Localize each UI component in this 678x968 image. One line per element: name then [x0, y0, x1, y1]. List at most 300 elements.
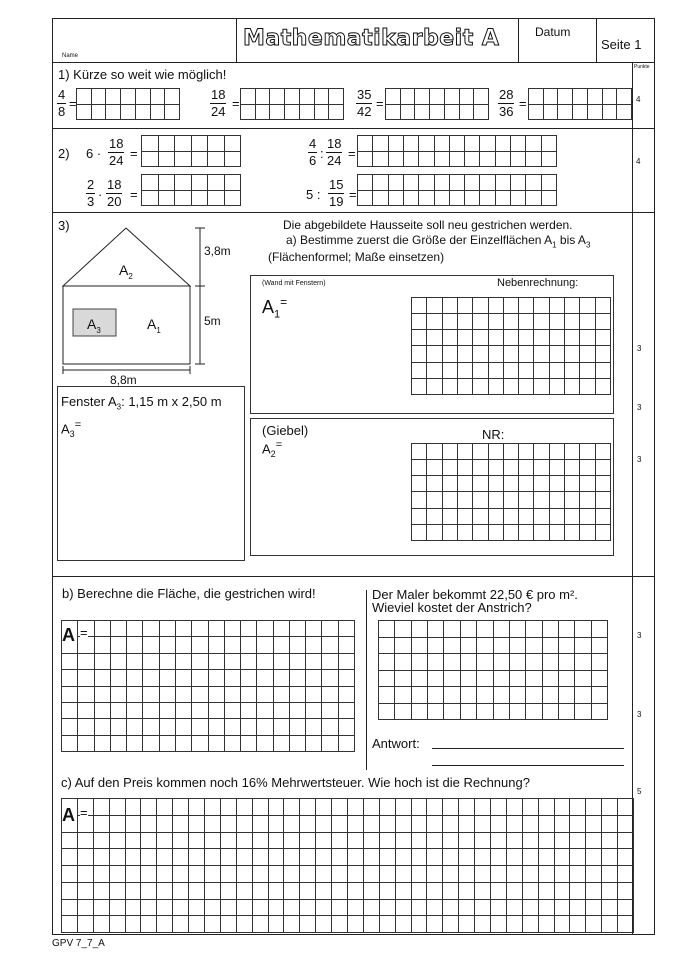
grid-cell[interactable] — [474, 105, 489, 121]
grid-cell[interactable] — [143, 670, 159, 686]
grid-cell[interactable] — [364, 883, 380, 900]
grid-cell[interactable] — [427, 330, 442, 346]
grid-cell[interactable] — [543, 687, 559, 704]
grid-cell[interactable] — [586, 833, 602, 850]
grid-cell[interactable] — [316, 866, 332, 883]
grid-cell[interactable] — [269, 849, 285, 866]
grid-cell[interactable] — [489, 509, 504, 525]
grid-cell[interactable] — [592, 654, 608, 671]
grid-cell[interactable] — [237, 900, 253, 917]
grid-cell[interactable] — [373, 191, 388, 207]
grid-cell[interactable] — [373, 175, 388, 191]
grid-cell[interactable] — [300, 816, 316, 833]
grid-cell[interactable] — [395, 638, 411, 655]
grid-cell[interactable] — [465, 152, 480, 168]
grid-cell[interactable] — [443, 509, 458, 525]
grid-cell[interactable] — [209, 637, 225, 653]
task2-answer-grid-1[interactable] — [141, 135, 241, 167]
grid-cell[interactable] — [160, 654, 176, 670]
grid-cell[interactable] — [176, 621, 192, 637]
grid-cell[interactable] — [461, 704, 477, 721]
grid-cell[interactable] — [523, 833, 539, 850]
grid-cell[interactable] — [126, 816, 142, 833]
grid-cell[interactable] — [94, 833, 110, 850]
grid-cell[interactable] — [573, 105, 588, 121]
grid-cell[interactable] — [306, 736, 322, 752]
grid-cell[interactable] — [529, 105, 544, 121]
grid-cell[interactable] — [565, 363, 580, 379]
grid-cell[interactable] — [458, 476, 473, 492]
grid-cell[interactable] — [586, 849, 602, 866]
grid-cell[interactable] — [427, 883, 443, 900]
grid-cell[interactable] — [575, 704, 591, 721]
grid-cell[interactable] — [62, 900, 78, 917]
grid-cell[interactable] — [141, 833, 157, 850]
grid-cell[interactable] — [550, 363, 565, 379]
grid-cell[interactable] — [477, 671, 493, 688]
grid-cell[interactable] — [396, 900, 412, 917]
grid-cell[interactable] — [364, 900, 380, 917]
grid-cell[interactable] — [142, 175, 159, 191]
grid-cell[interactable] — [435, 136, 450, 152]
grid-cell[interactable] — [459, 883, 475, 900]
grid-cell[interactable] — [570, 799, 586, 816]
grid-cell[interactable] — [511, 136, 526, 152]
grid-cell[interactable] — [519, 492, 534, 508]
grid-cell[interactable] — [339, 654, 355, 670]
grid-cell[interactable] — [237, 883, 253, 900]
grid-cell[interactable] — [602, 900, 618, 917]
grid-cell[interactable] — [316, 883, 332, 900]
grid-cell[interactable] — [274, 654, 290, 670]
grid-cell[interactable] — [443, 346, 458, 362]
grid-cell[interactable] — [543, 654, 559, 671]
grid-cell[interactable] — [450, 136, 465, 152]
grid-cell[interactable] — [491, 816, 507, 833]
grid-cell[interactable] — [592, 621, 608, 638]
grid-cell[interactable] — [110, 816, 126, 833]
grid-cell[interactable] — [358, 175, 373, 191]
grid-cell[interactable] — [544, 105, 559, 121]
grid-cell[interactable] — [395, 671, 411, 688]
grid-cell[interactable] — [510, 687, 526, 704]
grid-cell[interactable] — [78, 900, 94, 917]
grid-cell[interactable] — [519, 298, 534, 314]
grid-cell[interactable] — [507, 849, 523, 866]
grid-cell[interactable] — [496, 191, 511, 207]
grid-cell[interactable] — [348, 866, 364, 883]
grid-cell[interactable] — [534, 444, 549, 460]
grid-cell[interactable] — [241, 637, 257, 653]
grid-cell[interactable] — [332, 900, 348, 917]
grid-cell[interactable] — [444, 621, 460, 638]
grid-cell[interactable] — [160, 703, 176, 719]
grid-cell[interactable] — [602, 849, 618, 866]
grid-cell[interactable] — [458, 330, 473, 346]
grid-cell[interactable] — [565, 460, 580, 476]
grid-cell[interactable] — [395, 687, 411, 704]
grid-cell[interactable] — [550, 298, 565, 314]
grid-cell[interactable] — [592, 671, 608, 688]
grid-cell[interactable] — [412, 379, 427, 395]
grid-cell[interactable] — [510, 671, 526, 688]
grid-cell[interactable] — [329, 89, 344, 105]
grid-cell[interactable] — [208, 191, 225, 207]
grid-cell[interactable] — [143, 736, 159, 752]
grid-cell[interactable] — [141, 816, 157, 833]
grid-cell[interactable] — [192, 670, 208, 686]
grid-cell[interactable] — [332, 799, 348, 816]
grid-cell[interactable] — [496, 175, 511, 191]
grid-cell[interactable] — [412, 444, 427, 460]
grid-cell[interactable] — [458, 444, 473, 460]
grid-cell[interactable] — [396, 883, 412, 900]
grid-cell[interactable] — [78, 833, 94, 850]
grid-cell[interactable] — [618, 816, 634, 833]
grid-cell[interactable] — [602, 883, 618, 900]
grid-cell[interactable] — [339, 670, 355, 686]
grid-cell[interactable] — [511, 152, 526, 168]
grid-cell[interactable] — [519, 460, 534, 476]
grid-cell[interactable] — [550, 314, 565, 330]
grid-cell[interactable] — [159, 191, 176, 207]
grid-cell[interactable] — [78, 670, 94, 686]
grid-cell[interactable] — [473, 509, 488, 525]
grid-cell[interactable] — [526, 654, 542, 671]
grid-cell[interactable] — [559, 621, 575, 638]
grid-cell[interactable] — [510, 621, 526, 638]
grid-cell[interactable] — [550, 492, 565, 508]
grid-cell[interactable] — [559, 704, 575, 721]
grid-cell[interactable] — [78, 849, 94, 866]
grid-cell[interactable] — [496, 152, 511, 168]
grid-cell[interactable] — [511, 191, 526, 207]
grid-cell[interactable] — [111, 621, 127, 637]
grid-cell[interactable] — [192, 719, 208, 735]
task1-answer-grid-2[interactable] — [240, 88, 344, 120]
grid-cell[interactable] — [602, 866, 618, 883]
grid-cell[interactable] — [62, 670, 78, 686]
grid-cell[interactable] — [575, 671, 591, 688]
grid-cell[interactable] — [348, 900, 364, 917]
grid-cell[interactable] — [284, 883, 300, 900]
grid-cell[interactable] — [539, 799, 555, 816]
grid-cell[interactable] — [534, 330, 549, 346]
grid-cell[interactable] — [151, 105, 166, 121]
grid-cell[interactable] — [143, 637, 159, 653]
grid-cell[interactable] — [270, 105, 285, 121]
grid-cell[interactable] — [459, 816, 475, 833]
grid-cell[interactable] — [221, 849, 237, 866]
grid-cell[interactable] — [221, 833, 237, 850]
grid-cell[interactable] — [165, 105, 180, 121]
grid-cell[interactable] — [225, 687, 241, 703]
grid-cell[interactable] — [160, 687, 176, 703]
grid-cell[interactable] — [306, 637, 322, 653]
grid-cell[interactable] — [427, 346, 442, 362]
grid-cell[interactable] — [523, 866, 539, 883]
grid-cell[interactable] — [189, 900, 205, 917]
grid-cell[interactable] — [443, 330, 458, 346]
grid-cell[interactable] — [192, 136, 209, 152]
painter-calc-grid[interactable] — [378, 620, 608, 720]
grid-cell[interactable] — [241, 670, 257, 686]
grid-cell[interactable] — [257, 670, 273, 686]
grid-cell[interactable] — [284, 916, 300, 933]
grid-cell[interactable] — [473, 298, 488, 314]
grid-cell[interactable] — [160, 670, 176, 686]
grid-cell[interactable] — [173, 916, 189, 933]
grid-cell[interactable] — [475, 833, 491, 850]
grid-cell[interactable] — [489, 330, 504, 346]
grid-cell[interactable] — [443, 363, 458, 379]
grid-cell[interactable] — [412, 687, 428, 704]
grid-cell[interactable] — [157, 916, 173, 933]
grid-cell[interactable] — [596, 379, 611, 395]
grid-cell[interactable] — [209, 703, 225, 719]
grid-cell[interactable] — [504, 314, 519, 330]
grid-cell[interactable] — [404, 136, 419, 152]
grid-cell[interactable] — [580, 509, 595, 525]
grid-cell[interactable] — [534, 346, 549, 362]
grid-cell[interactable] — [364, 816, 380, 833]
grid-cell[interactable] — [443, 849, 459, 866]
grid-cell[interactable] — [110, 799, 126, 816]
grid-cell[interactable] — [565, 525, 580, 541]
grid-cell[interactable] — [395, 654, 411, 671]
grid-cell[interactable] — [504, 492, 519, 508]
grid-cell[interactable] — [189, 849, 205, 866]
answer-line-2[interactable] — [432, 765, 624, 766]
grid-cell[interactable] — [136, 105, 151, 121]
grid-cell[interactable] — [550, 476, 565, 492]
grid-cell[interactable] — [176, 670, 192, 686]
grid-cell[interactable] — [489, 379, 504, 395]
grid-cell[interactable] — [603, 105, 618, 121]
grid-cell[interactable] — [396, 849, 412, 866]
grid-cell[interactable] — [443, 492, 458, 508]
grid-cell[interactable] — [565, 379, 580, 395]
grid-cell[interactable] — [322, 654, 338, 670]
grid-cell[interactable] — [126, 866, 142, 883]
grid-cell[interactable] — [412, 833, 428, 850]
grid-cell[interactable] — [570, 833, 586, 850]
grid-cell[interactable] — [396, 816, 412, 833]
grid-cell[interactable] — [570, 866, 586, 883]
grid-cell[interactable] — [339, 621, 355, 637]
grid-cell[interactable] — [315, 105, 330, 121]
grid-cell[interactable] — [450, 175, 465, 191]
grid-cell[interactable] — [127, 687, 143, 703]
grid-cell[interactable] — [205, 900, 221, 917]
grid-cell[interactable] — [427, 900, 443, 917]
grid-cell[interactable] — [111, 654, 127, 670]
grid-cell[interactable] — [209, 670, 225, 686]
grid-cell[interactable] — [618, 883, 634, 900]
grid-cell[interactable] — [141, 916, 157, 933]
grid-cell[interactable] — [300, 916, 316, 933]
grid-cell[interactable] — [127, 621, 143, 637]
grid-cell[interactable] — [534, 298, 549, 314]
grid-cell[interactable] — [322, 687, 338, 703]
grid-cell[interactable] — [290, 687, 306, 703]
grid-cell[interactable] — [225, 136, 242, 152]
grid-cell[interactable] — [205, 883, 221, 900]
grid-cell[interactable] — [473, 314, 488, 330]
grid-cell[interactable] — [526, 638, 542, 655]
grid-cell[interactable] — [300, 89, 315, 105]
grid-cell[interactable] — [205, 916, 221, 933]
grid-cell[interactable] — [450, 191, 465, 207]
grid-cell[interactable] — [257, 621, 273, 637]
answer-line-1[interactable] — [432, 748, 624, 749]
grid-cell[interactable] — [348, 799, 364, 816]
grid-cell[interactable] — [257, 687, 273, 703]
grid-cell[interactable] — [95, 621, 111, 637]
grid-cell[interactable] — [111, 736, 127, 752]
grid-cell[interactable] — [504, 298, 519, 314]
grid-cell[interactable] — [526, 671, 542, 688]
grid-cell[interactable] — [225, 736, 241, 752]
grid-cell[interactable] — [618, 833, 634, 850]
grid-cell[interactable] — [580, 476, 595, 492]
grid-cell[interactable] — [221, 916, 237, 933]
grid-cell[interactable] — [126, 900, 142, 917]
grid-cell[interactable] — [209, 719, 225, 735]
grid-cell[interactable] — [412, 460, 427, 476]
grid-cell[interactable] — [127, 719, 143, 735]
grid-cell[interactable] — [443, 298, 458, 314]
task3b-answer-grid[interactable] — [61, 620, 355, 752]
grid-cell[interactable] — [257, 736, 273, 752]
grid-cell[interactable] — [322, 703, 338, 719]
grid-cell[interactable] — [519, 363, 534, 379]
grid-cell[interactable] — [558, 89, 573, 105]
grid-cell[interactable] — [494, 621, 510, 638]
grid-cell[interactable] — [348, 849, 364, 866]
grid-cell[interactable] — [380, 916, 396, 933]
grid-cell[interactable] — [412, 476, 427, 492]
grid-cell[interactable] — [507, 833, 523, 850]
grid-cell[interactable] — [427, 916, 443, 933]
grid-cell[interactable] — [427, 816, 443, 833]
grid-cell[interactable] — [491, 799, 507, 816]
grid-cell[interactable] — [62, 833, 78, 850]
grid-cell[interactable] — [550, 444, 565, 460]
grid-cell[interactable] — [189, 833, 205, 850]
grid-cell[interactable] — [412, 654, 428, 671]
grid-cell[interactable] — [300, 849, 316, 866]
grid-cell[interactable] — [256, 105, 271, 121]
grid-cell[interactable] — [364, 849, 380, 866]
grid-cell[interactable] — [550, 509, 565, 525]
grid-cell[interactable] — [127, 703, 143, 719]
grid-cell[interactable] — [480, 152, 495, 168]
grid-cell[interactable] — [176, 703, 192, 719]
grid-cell[interactable] — [157, 883, 173, 900]
grid-cell[interactable] — [62, 916, 78, 933]
grid-cell[interactable] — [78, 719, 94, 735]
grid-cell[interactable] — [586, 799, 602, 816]
grid-cell[interactable] — [443, 444, 458, 460]
grid-cell[interactable] — [94, 900, 110, 917]
grid-cell[interactable] — [208, 136, 225, 152]
grid-cell[interactable] — [491, 833, 507, 850]
grid-cell[interactable] — [253, 866, 269, 883]
grid-cell[interactable] — [339, 637, 355, 653]
grid-cell[interactable] — [78, 866, 94, 883]
grid-cell[interactable] — [205, 816, 221, 833]
grid-cell[interactable] — [458, 314, 473, 330]
grid-cell[interactable] — [510, 704, 526, 721]
grid-cell[interactable] — [427, 525, 442, 541]
grid-cell[interactable] — [142, 136, 159, 152]
grid-cell[interactable] — [401, 105, 416, 121]
grid-cell[interactable] — [427, 444, 442, 460]
grid-cell[interactable] — [580, 330, 595, 346]
grid-cell[interactable] — [544, 89, 559, 105]
grid-cell[interactable] — [322, 637, 338, 653]
grid-cell[interactable] — [389, 136, 404, 152]
grid-cell[interactable] — [316, 849, 332, 866]
grid-cell[interactable] — [209, 687, 225, 703]
grid-cell[interactable] — [274, 719, 290, 735]
grid-cell[interactable] — [427, 476, 442, 492]
grid-cell[interactable] — [565, 314, 580, 330]
grid-cell[interactable] — [284, 849, 300, 866]
grid-cell[interactable] — [269, 833, 285, 850]
grid-cell[interactable] — [159, 175, 176, 191]
grid-cell[interactable] — [412, 330, 427, 346]
grid-cell[interactable] — [507, 866, 523, 883]
grid-cell[interactable] — [290, 621, 306, 637]
grid-cell[interactable] — [555, 799, 571, 816]
grid-cell[interactable] — [523, 799, 539, 816]
grid-cell[interactable] — [358, 191, 373, 207]
grid-cell[interactable] — [445, 105, 460, 121]
grid-cell[interactable] — [95, 703, 111, 719]
grid-cell[interactable] — [586, 916, 602, 933]
grid-cell[interactable] — [465, 136, 480, 152]
grid-cell[interactable] — [534, 379, 549, 395]
grid-cell[interactable] — [427, 866, 443, 883]
grid-cell[interactable] — [596, 525, 611, 541]
grid-cell[interactable] — [173, 883, 189, 900]
grid-cell[interactable] — [175, 191, 192, 207]
grid-cell[interactable] — [253, 799, 269, 816]
grid-cell[interactable] — [412, 849, 428, 866]
grid-cell[interactable] — [396, 799, 412, 816]
grid-cell[interactable] — [284, 816, 300, 833]
grid-cell[interactable] — [157, 900, 173, 917]
grid-cell[interactable] — [192, 175, 209, 191]
grid-cell[interactable] — [460, 89, 475, 105]
grid-cell[interactable] — [165, 89, 180, 105]
grid-cell[interactable] — [348, 816, 364, 833]
grid-cell[interactable] — [444, 671, 460, 688]
grid-cell[interactable] — [306, 654, 322, 670]
grid-cell[interactable] — [580, 379, 595, 395]
grid-cell[interactable] — [489, 363, 504, 379]
grid-cell[interactable] — [526, 191, 541, 207]
grid-cell[interactable] — [427, 849, 443, 866]
grid-cell[interactable] — [596, 509, 611, 525]
grid-cell[interactable] — [443, 379, 458, 395]
grid-cell[interactable] — [539, 866, 555, 883]
grid-cell[interactable] — [580, 363, 595, 379]
grid-cell[interactable] — [358, 136, 373, 152]
grid-cell[interactable] — [519, 330, 534, 346]
